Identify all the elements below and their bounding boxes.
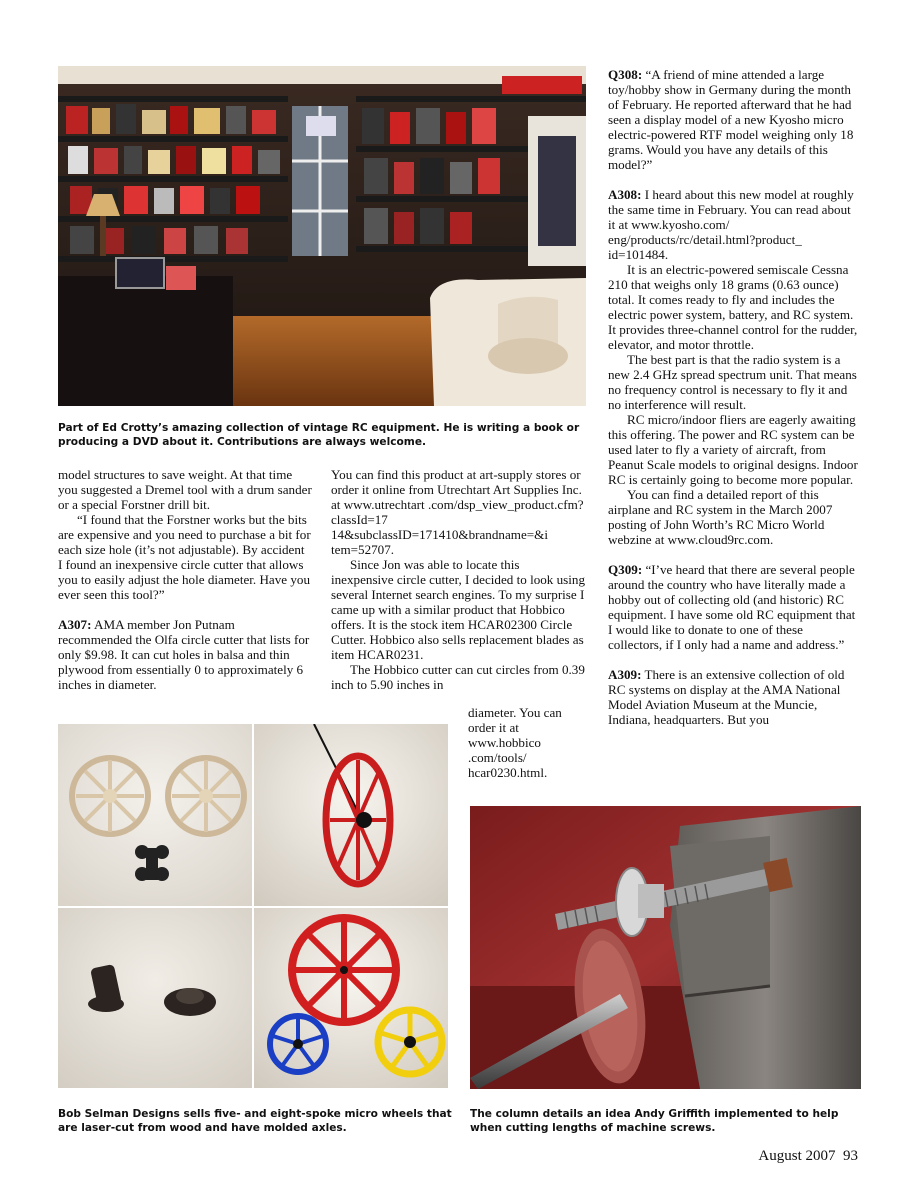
a308-text: I heard about this new model at roughly the same time in February. You can read about it at www.kyosho.com/ eng/products/rc/detail.html?product_ id=101484. — [608, 187, 854, 262]
col3-paragraph-2: It is an electric-powered semiscale Cessna 210 that weighs only 18 grams (0.63 ounce) total. It comes ready to fly and includes the electric power system, battery, and RC system. It provides three-channel control for the rudder, elevator, and motor throttle. — [608, 262, 858, 352]
column-3 — [608, 67, 858, 727]
a309-paragraph — [608, 667, 858, 727]
a309-label: A309: — [608, 667, 642, 682]
col3-paragraph-5: You can find a detailed report of this airplane and RC system in the March 2007 posting of John Worth’s RC Micro World webzine at www.cloud9rc.com. — [608, 487, 833, 547]
a308-label: A308: — [608, 187, 642, 202]
cutter-caption: The column details an idea Andy Griffith implemented to help when cutting lengths of machine screws. — [470, 1108, 839, 1134]
a308-paragraph — [608, 187, 858, 262]
collection-photo — [58, 66, 586, 406]
col3-paragraph-3: The best part is that the radio system is a new 2.4 GHz spread spectrum unit. That means no frequency control is necessary to fly it and no interference will result. — [608, 352, 857, 412]
page-footer — [758, 1148, 858, 1165]
a307-text: AMA member Jon Putnam recommended the Olfa circle cutter that lists for only $9.98. It can cut holes in balsa and thin plywood from essentially 0 to approximately 6 inches in diameter. — [58, 617, 310, 692]
collection-photo-graphic — [58, 66, 586, 406]
a307-paragraph — [58, 617, 312, 692]
col2-paragraph-2: Since Jon was able to locate this inexpensive circle cutter, I decided to look using several Internet search engines. To my surprise I came up with a similar product that Hobbico offers. It is the stock item HCAR02300 Circle Cutter. Hobbico also sells replacement blades as item HCAR0231. — [331, 557, 585, 662]
q308-label: Q308: — [608, 67, 643, 82]
cutter-photo — [470, 806, 861, 1089]
col1-paragraph-2: “I found that the Forstner works but the bits are expensive and you need to purchase a bit for each size hole (it’s not adjustable). By accident I found an inexpensive circle cutter that allows you to easily adjust the hole diameter. Have you ever seen this tool?” — [58, 512, 311, 602]
wheels-caption: Bob Selman Designs sells five- and eight-spoke micro wheels that are laser-cut from wood and have molded axles. — [58, 1108, 452, 1134]
col2-paragraph-3-tail: diameter. You can order it at www.hobbico .com/tools/ hcar0230.html. — [468, 705, 562, 780]
page-number: 93 — [843, 1148, 858, 1164]
a309-text: There is an extensive collection of old RC systems on display at the AMA National Model Aviation Museum at the Muncie, Indiana, headquarters. But you — [608, 667, 845, 727]
wheels-photo-graphic — [58, 724, 448, 1088]
issue-date: August 2007 — [758, 1148, 836, 1164]
q309-paragraph — [608, 562, 858, 652]
q309-text: “I’ve heard that there are several people around the country who have literally made a hobby out of collecting old (and historic) RC equipment. I have some old RC equipment that I would like to donate to one of these collectors, if I only had a name and address.” — [608, 562, 856, 652]
q308-paragraph — [608, 67, 858, 172]
col1-paragraph-1: model structures to save weight. At that time you suggested a Dremel tool with a drum sander or a special Forstner drill bit. — [58, 467, 312, 512]
column-2 — [331, 467, 585, 692]
col3-paragraph-4: RC micro/indoor fliers are eagerly awaiting this offering. The power and RC system can be used later to fly a variety of aircraft, from Peanut Scale models to original designs. Indoor RC is certainly going to become more popular. — [608, 412, 858, 487]
column-2-tail — [468, 705, 576, 780]
collection-caption: Part of Ed Crotty’s amazing collection of vintage RC equipment. He is writing a book or producing a DVD about it. Contributions are always welcome. — [58, 422, 580, 448]
q308-text: “A friend of mine attended a large toy/hobby show in Germany during the month of February. He reported afterward that he had seen a display model of a new Kyosho micro electric-powered RTF model weighing only 18 grams. Would you have any details of this model?” — [608, 67, 854, 172]
q309-label: Q309: — [608, 562, 643, 577]
wheels-photo — [58, 724, 448, 1088]
cutter-photo-graphic — [470, 806, 861, 1089]
column-1 — [58, 467, 312, 692]
col2-paragraph-1: You can find this product at art-supply stores or order it online from Utrechtart Art Supplies Inc. at www.utrechtart .com/dsp_view_product.cfm?classId=17 14&subclassID=171410&brandname=&i tem=52707. — [331, 467, 584, 557]
col2-paragraph-3: The Hobbico cutter can cut circles from 0.39 inch to 5.90 inches in — [331, 662, 585, 692]
a307-label: A307: — [58, 617, 92, 632]
